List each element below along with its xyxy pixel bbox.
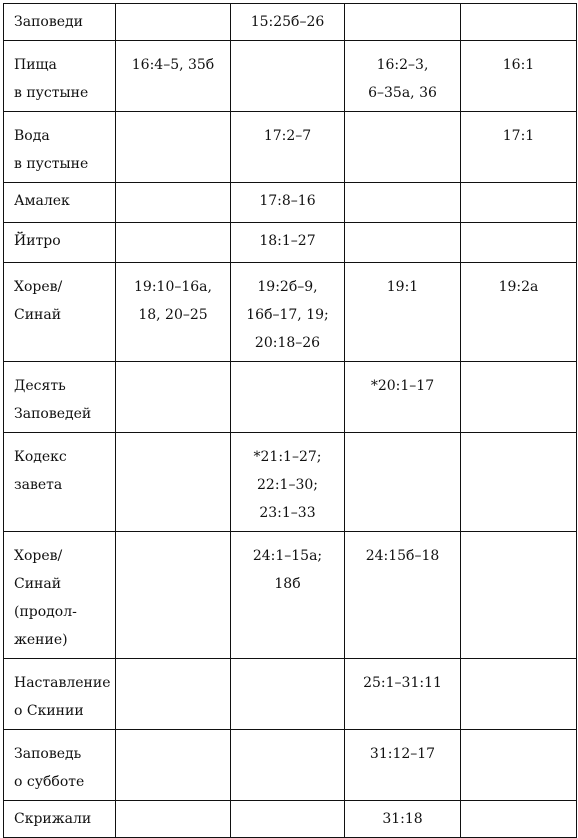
row-subject-cell: Кодекс завета bbox=[4, 433, 116, 532]
table-row bbox=[4, 263, 577, 362]
column-1-cell: 19:10–16а, 18, 20–25 bbox=[116, 263, 231, 362]
column-4-cell bbox=[461, 362, 577, 433]
table-row bbox=[4, 801, 577, 838]
column-3-cell: 31:18 bbox=[345, 801, 461, 838]
row-subject-cell: Заповедь о субботе bbox=[4, 730, 116, 801]
column-3-cell: *20:1–17 bbox=[345, 362, 461, 433]
column-1-cell bbox=[116, 532, 231, 659]
column-3-cell: 16:2–3, 6–35а, 36 bbox=[345, 41, 461, 112]
column-4-cell bbox=[461, 223, 577, 263]
table-row bbox=[4, 223, 577, 263]
row-subject-cell: Скрижали bbox=[4, 801, 116, 838]
column-1-cell: 16:4–5, 35б bbox=[116, 41, 231, 112]
table-row bbox=[4, 659, 577, 730]
column-4-cell bbox=[461, 532, 577, 659]
column-2-cell bbox=[231, 730, 345, 801]
row-subject-cell: Йитро bbox=[4, 223, 116, 263]
column-2-cell: 17:8–16 bbox=[231, 183, 345, 223]
column-2-cell: 24:1–15а; 18б bbox=[231, 532, 345, 659]
column-3-cell bbox=[345, 433, 461, 532]
column-4-cell bbox=[461, 730, 577, 801]
column-1-cell bbox=[116, 183, 231, 223]
column-4-cell bbox=[461, 183, 577, 223]
table-row bbox=[4, 532, 577, 659]
column-2-cell: *21:1–27; 22:1–30; 23:1–33 bbox=[231, 433, 345, 532]
column-3-cell bbox=[345, 183, 461, 223]
column-1-cell bbox=[116, 433, 231, 532]
table-row bbox=[4, 433, 577, 532]
column-3-cell bbox=[345, 223, 461, 263]
column-3-cell: 25:1–31:11 bbox=[345, 659, 461, 730]
column-4-cell: 19:2а bbox=[461, 263, 577, 362]
column-4-cell bbox=[461, 433, 577, 532]
column-4-cell bbox=[461, 4, 577, 41]
table-row bbox=[4, 41, 577, 112]
column-4-cell bbox=[461, 801, 577, 838]
column-1-cell bbox=[116, 730, 231, 801]
column-3-cell: 31:12–17 bbox=[345, 730, 461, 801]
row-subject-cell: Вода в пустыне bbox=[4, 112, 116, 183]
row-subject-cell: Пища в пустыне bbox=[4, 41, 116, 112]
column-1-cell bbox=[116, 659, 231, 730]
column-3-cell bbox=[345, 4, 461, 41]
column-4-cell: 16:1 bbox=[461, 41, 577, 112]
column-2-cell: 19:2б–9, 16б–17, 19; 20:18–26 bbox=[231, 263, 345, 362]
row-subject-cell: Наставление о Скинии bbox=[4, 659, 116, 730]
column-1-cell bbox=[116, 112, 231, 183]
table-row bbox=[4, 112, 577, 183]
column-3-cell bbox=[345, 112, 461, 183]
column-2-cell: 15:25б–26 bbox=[231, 4, 345, 41]
sources-table bbox=[3, 3, 577, 838]
column-2-cell bbox=[231, 659, 345, 730]
column-1-cell bbox=[116, 4, 231, 41]
row-subject-cell: Десять Заповедей bbox=[4, 362, 116, 433]
table-row bbox=[4, 730, 577, 801]
column-2-cell: 17:2–7 bbox=[231, 112, 345, 183]
column-2-cell bbox=[231, 362, 345, 433]
column-1-cell bbox=[116, 362, 231, 433]
column-3-cell: 24:15б–18 bbox=[345, 532, 461, 659]
column-3-cell: 19:1 bbox=[345, 263, 461, 362]
column-1-cell bbox=[116, 801, 231, 838]
row-subject-cell: Хорев/ Синай (продол- жение) bbox=[4, 532, 116, 659]
table-row bbox=[4, 4, 577, 41]
column-4-cell: 17:1 bbox=[461, 112, 577, 183]
column-1-cell bbox=[116, 223, 231, 263]
table-row bbox=[4, 183, 577, 223]
table-row bbox=[4, 362, 577, 433]
column-2-cell bbox=[231, 41, 345, 112]
row-subject-cell: Заповеди bbox=[4, 4, 116, 41]
row-subject-cell: Амалек bbox=[4, 183, 116, 223]
column-4-cell bbox=[461, 659, 577, 730]
row-subject-cell: Хорев/ Синай bbox=[4, 263, 116, 362]
column-2-cell bbox=[231, 801, 345, 838]
column-2-cell: 18:1–27 bbox=[231, 223, 345, 263]
